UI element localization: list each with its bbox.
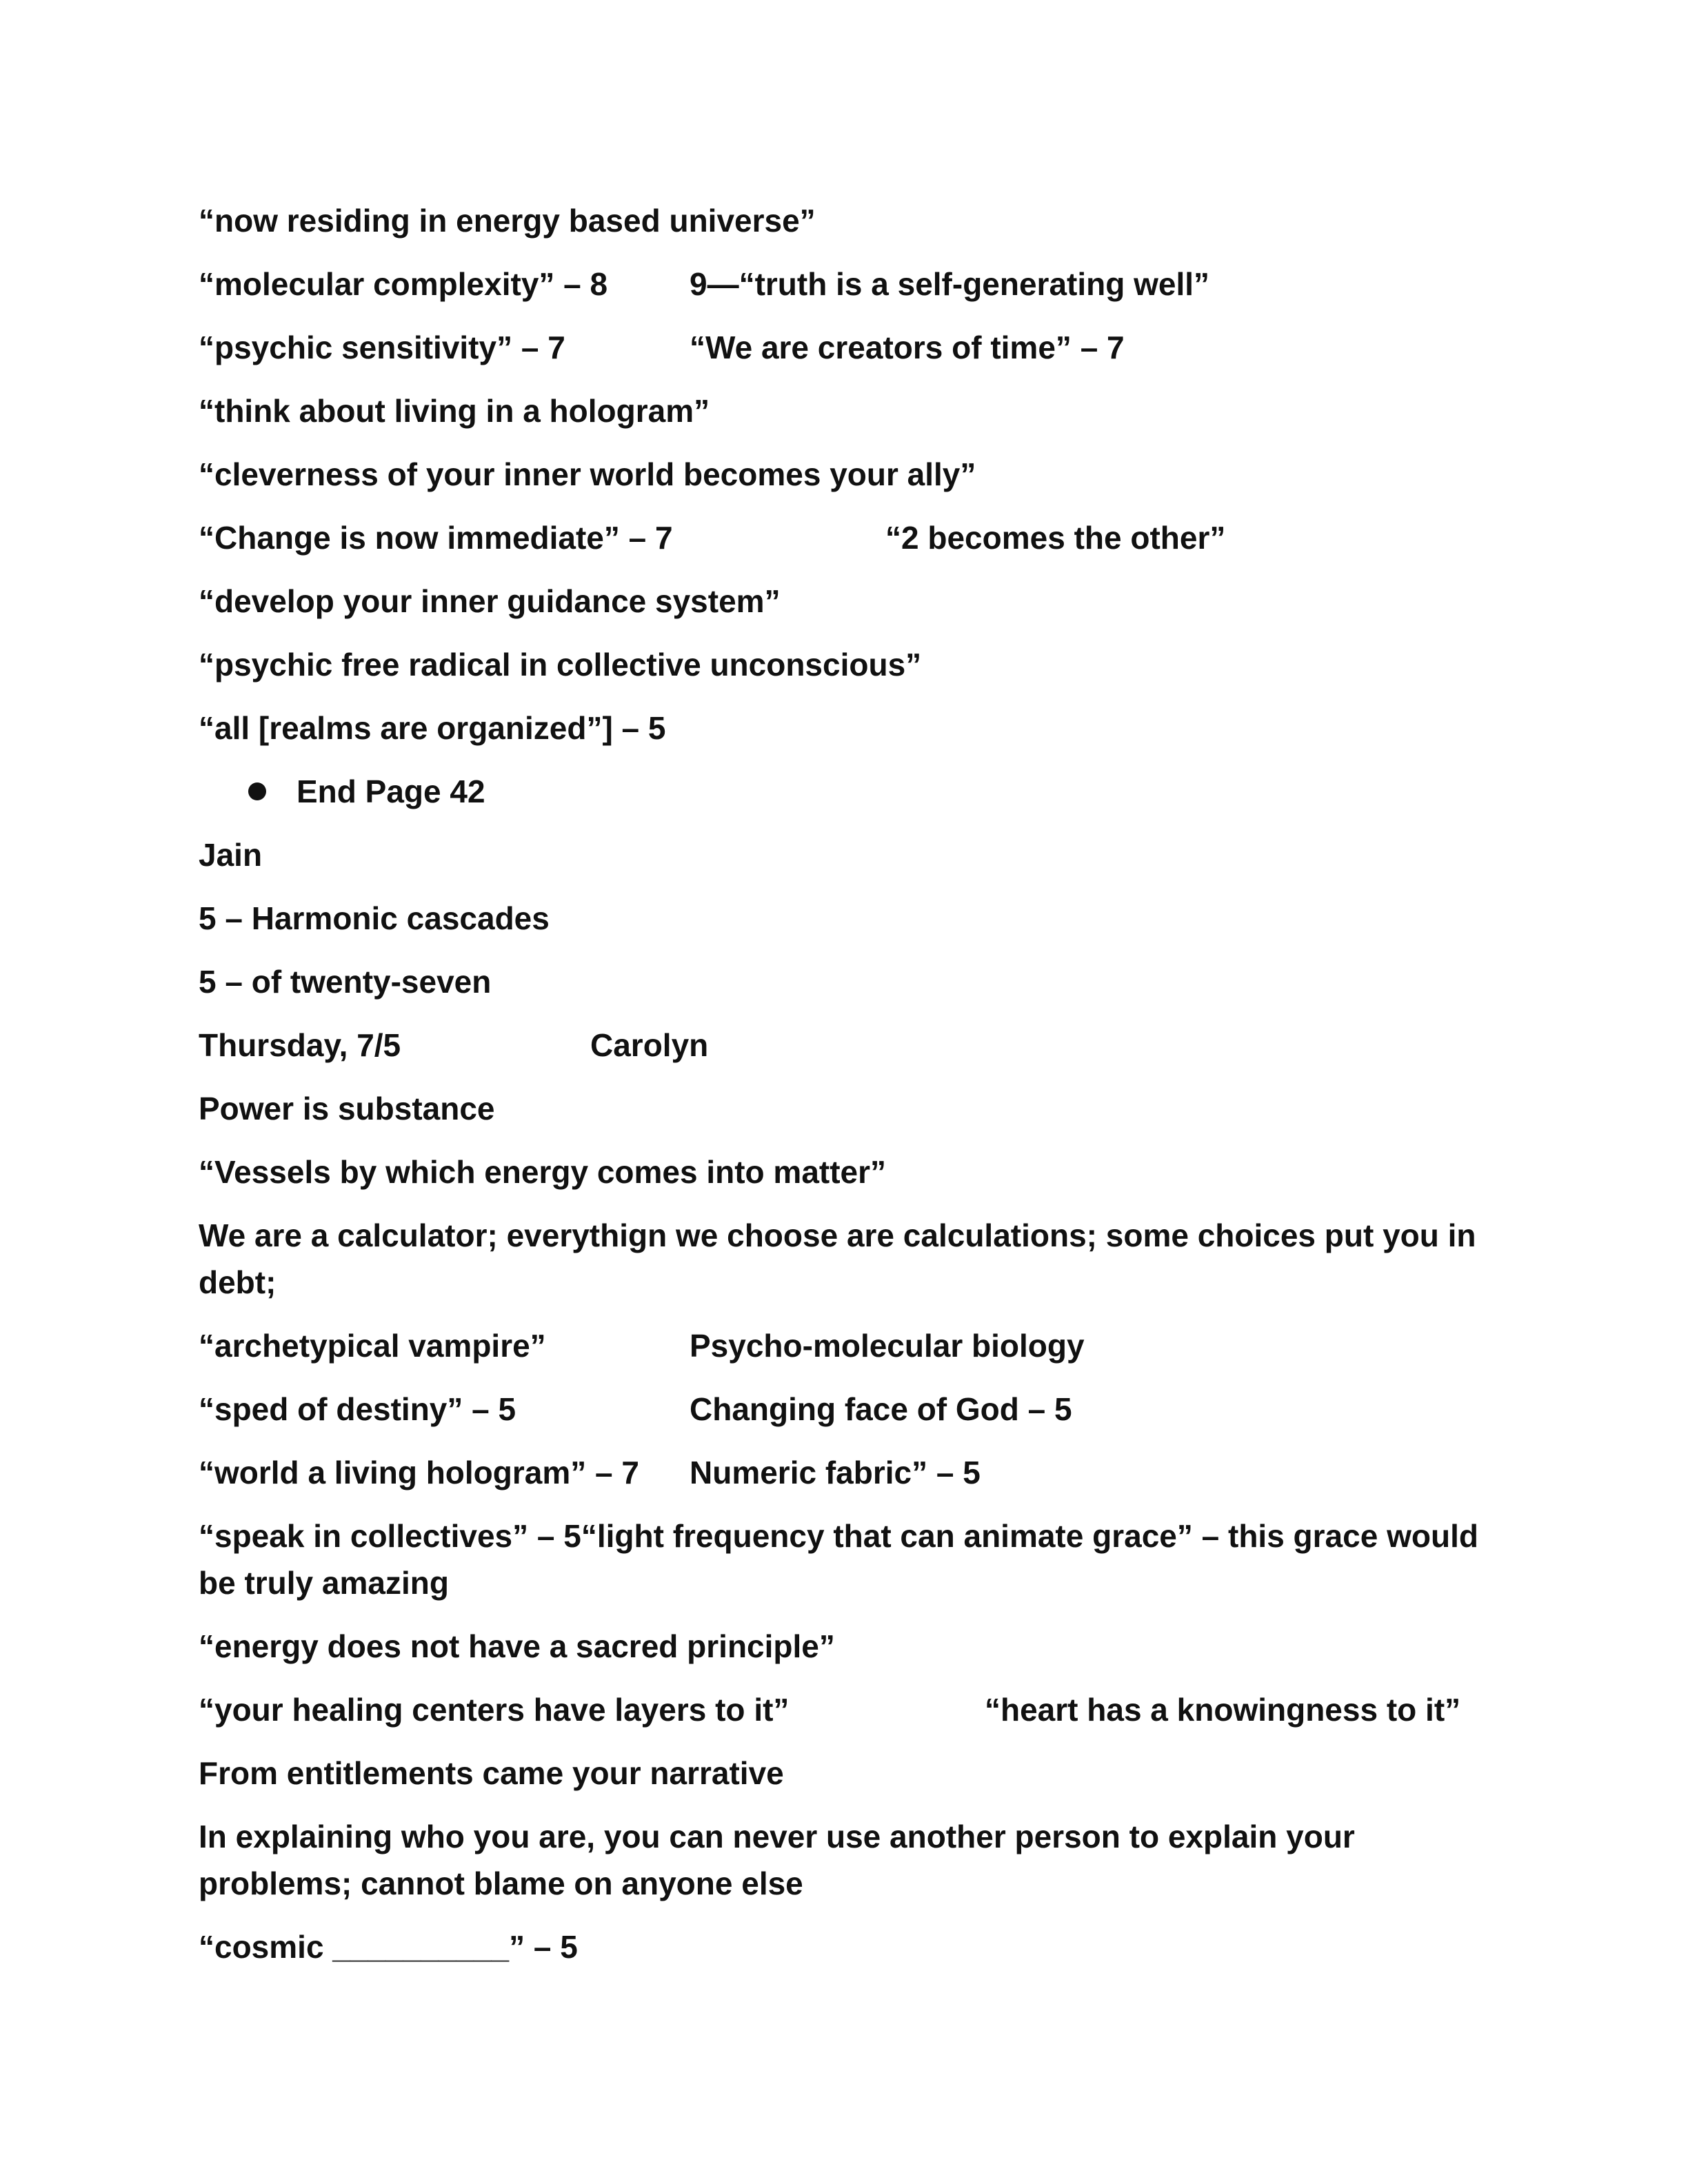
- note-line: [199, 1149, 886, 1195]
- note-text: In explaining who you are, you can never use another person to explain your problems; cannot blame on anyone else: [199, 1819, 1355, 1901]
- note-text: “speak in collectives” – 5“light frequency that can animate grace” – this grace would be truly amazing: [199, 1518, 1478, 1601]
- note-paragraph: [199, 1813, 1495, 1907]
- note-text: “psychic sensitivity” – 7: [199, 330, 565, 365]
- note-line: [199, 1750, 784, 1797]
- note-text: We are a calculator; everythign we choose are calculations; some choices put you in debt;: [199, 1217, 1476, 1300]
- note-text: Power is substance: [199, 1091, 495, 1126]
- note-line: [199, 514, 1226, 561]
- note-text: “Vessels by which energy comes into matter”: [199, 1154, 887, 1190]
- note-line: [199, 324, 1125, 371]
- note-text: “world a living hologram” – 7: [199, 1455, 639, 1490]
- note-text: Thursday, 7/5: [199, 1027, 401, 1063]
- note-line: [199, 1022, 709, 1069]
- note-text: “sped of destiny” – 5: [199, 1391, 516, 1427]
- note-text: “now residing in energy based universe”: [199, 203, 816, 239]
- note-line: [199, 705, 666, 751]
- note-text: “energy does not have a sacred principle”: [199, 1628, 835, 1664]
- note-text: “molecular complexity” – 8: [199, 266, 608, 302]
- note-line: [199, 1322, 1085, 1369]
- note-text: “Change is now immediate” – 7: [199, 520, 673, 556]
- note-text: “cleverness of your inner world becomes your ally”: [199, 456, 976, 492]
- note-line: [199, 895, 550, 942]
- note-text: Jain: [199, 837, 263, 873]
- note-text-second-column: Psycho-molecular biology: [690, 1328, 1085, 1364]
- note-line: [199, 1386, 1072, 1433]
- note-text-second-column: 9—“truth is a self-generating well”: [690, 266, 1210, 302]
- note-paragraph: [199, 1212, 1495, 1306]
- note-line: [199, 831, 262, 878]
- note-text: “all [realms are organized”] – 5: [199, 710, 666, 746]
- note-line: [199, 1449, 981, 1496]
- note-line: [199, 197, 816, 244]
- note-text: “think about living in a hologram”: [199, 393, 710, 429]
- note-line: [199, 641, 921, 688]
- note-line: [199, 958, 491, 1005]
- note-line: [199, 387, 710, 434]
- note-text: From entitlements came your narrative: [199, 1755, 784, 1791]
- note-text-second-column: Carolyn: [590, 1027, 709, 1063]
- note-line: [199, 451, 976, 498]
- note-text: “develop your inner guidance system”: [199, 583, 781, 619]
- bullet-item: [248, 768, 485, 815]
- note-text: “psychic free radical in collective unconscious”: [199, 647, 922, 682]
- note-line: [199, 578, 781, 625]
- note-line: [199, 1085, 495, 1132]
- note-text: “cosmic __________” – 5: [199, 1929, 578, 1965]
- note-line: [199, 261, 1210, 307]
- note-text: 5 – of twenty-seven: [199, 964, 492, 1000]
- bullet-text: End Page 42: [297, 774, 485, 809]
- bullet-dot-icon: [248, 782, 266, 800]
- note-text-second-column: “heart has a knowingness to it”: [985, 1692, 1461, 1728]
- note-line: [199, 1623, 835, 1670]
- note-paragraph: [199, 1513, 1495, 1606]
- note-text-second-column: Numeric fabric” – 5: [690, 1455, 981, 1490]
- note-text: “archetypical vampire”: [199, 1328, 546, 1364]
- note-text-second-column: Changing face of God – 5: [690, 1391, 1072, 1427]
- note-line: [199, 1686, 1461, 1733]
- note-text-second-column: “2 becomes the other”: [885, 520, 1226, 556]
- note-text: 5 – Harmonic cascades: [199, 900, 550, 936]
- note-text-second-column: “We are creators of time” – 7: [690, 330, 1125, 365]
- note-text: “your healing centers have layers to it”: [199, 1692, 790, 1728]
- note-line: [199, 1923, 578, 1970]
